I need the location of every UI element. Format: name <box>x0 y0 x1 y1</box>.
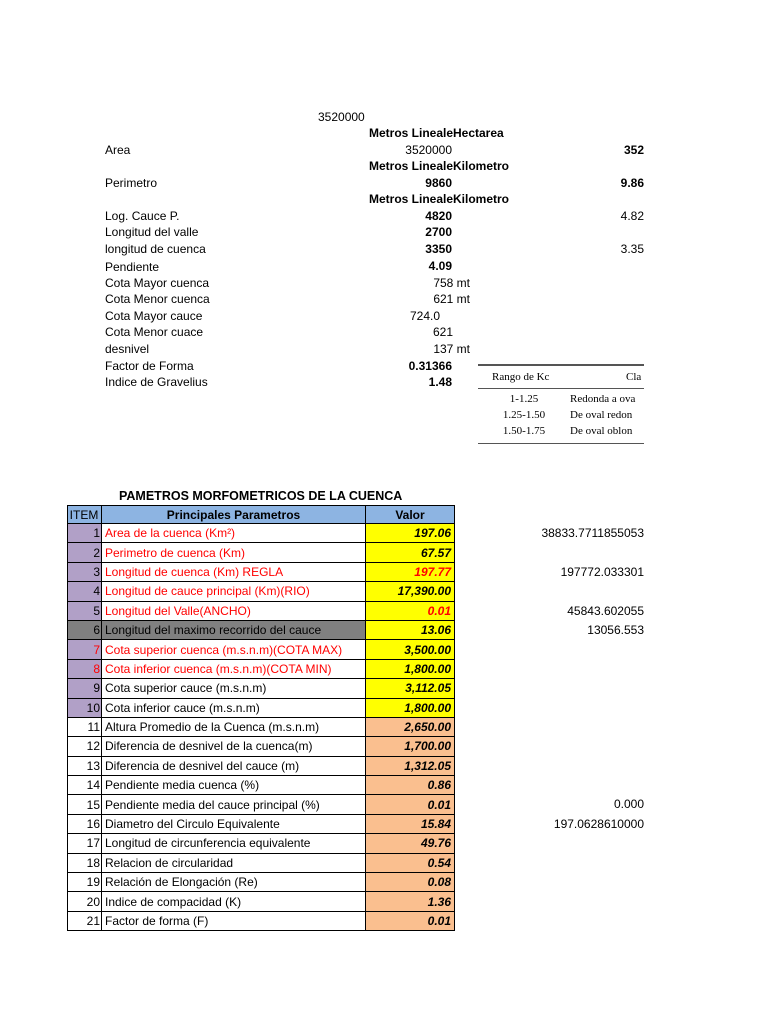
value-cell: 197.06 <box>366 524 455 543</box>
row-label: Log. Cauce P. <box>105 209 180 223</box>
name-cell: Longitud del Valle(ANCHO) <box>102 601 366 620</box>
item-cell: 12 <box>68 737 102 756</box>
name-cell: Altura Promedio de la Cuenca (m.s.n.m) <box>102 717 366 736</box>
row-label: Indice de Gravelius <box>105 375 208 389</box>
row-value: 621 mt <box>433 292 470 306</box>
side-value: 13056.553 <box>587 623 644 637</box>
table-row <box>68 620 455 639</box>
row-value: 4820 <box>425 209 452 223</box>
item-cell: 1 <box>68 524 102 543</box>
table-row <box>68 737 455 756</box>
row-label: Cota Mayor cauce <box>105 309 203 323</box>
item-cell: 15 <box>68 795 102 814</box>
table-row <box>68 543 455 562</box>
header3-a: Metros Lineale <box>369 192 453 206</box>
table-row <box>68 911 455 930</box>
value-cell: 13.06 <box>366 620 455 639</box>
perimetro-value: 9860 <box>425 176 452 190</box>
kc-col2-header: Cla <box>626 371 642 383</box>
header2-b: Kilometro <box>453 159 510 173</box>
row-right: 3.35 <box>620 242 644 256</box>
header2-a: Metros Lineale <box>369 159 453 173</box>
item-cell: 21 <box>68 911 102 930</box>
item-cell: 7 <box>68 640 102 659</box>
table-row <box>68 892 455 911</box>
value-cell: 1,800.00 <box>366 698 455 717</box>
row-value: 1.48 <box>428 375 452 389</box>
header3-b: Kilometro <box>453 192 510 206</box>
name-cell: Longitud del maximo recorrido del cauce <box>102 620 366 639</box>
value-cell: 49.76 <box>366 834 455 853</box>
value-cell: 3,112.05 <box>366 679 455 698</box>
area-right: 352 <box>623 143 644 157</box>
table-row <box>68 524 455 543</box>
name-cell: Relacion de circularidad <box>102 853 366 872</box>
name-cell: Cota superior cauce (m.s.n.m) <box>102 679 366 698</box>
table-row <box>68 582 455 601</box>
row-label: Cota Menor cuace <box>105 325 204 339</box>
table-row <box>68 795 455 814</box>
table-row <box>68 679 455 698</box>
value-cell: 1,800.00 <box>366 659 455 678</box>
name-cell: Pendiente media cuenca (%) <box>102 776 366 795</box>
item-cell: 20 <box>68 892 102 911</box>
item-cell: 16 <box>68 814 102 833</box>
side-value: 45843.602055 <box>567 604 644 618</box>
item-cell: 5 <box>68 601 102 620</box>
side-value: 38833.7711855053 <box>541 526 644 540</box>
table-row <box>68 814 455 833</box>
value-cell: 0.01 <box>366 911 455 930</box>
value-cell: 17,390.00 <box>366 582 455 601</box>
table-rule <box>478 364 644 366</box>
kc-col1-header: Rango de Kc <box>492 371 550 383</box>
row-value: 3350 <box>425 242 452 256</box>
name-cell: Longitud de circunferencia equivalente <box>102 834 366 853</box>
name-cell: Longitud de cauce principal (Km)(RIO) <box>102 582 366 601</box>
value-cell: 2,650.00 <box>366 717 455 736</box>
table-rule <box>478 388 644 389</box>
value-cell: 0.01 <box>366 795 455 814</box>
value-cell: 15.84 <box>366 814 455 833</box>
side-value: 197.0628610000 <box>553 817 644 831</box>
name-cell: Perimetro de cuenca (Km) <box>102 543 366 562</box>
value-cell: 197.77 <box>366 562 455 581</box>
item-cell: 17 <box>68 834 102 853</box>
item-cell: 3 <box>68 562 102 581</box>
name-cell: Diametro del Circulo Equivalente <box>102 814 366 833</box>
name-cell: Relación de Elongación (Re) <box>102 873 366 892</box>
kc-range: 1.50-1.75 <box>502 425 546 437</box>
item-cell: 14 <box>68 776 102 795</box>
parameters-table <box>67 505 455 931</box>
header-name: Principales Parametros <box>102 506 366 524</box>
item-cell: 2 <box>68 543 102 562</box>
area-value: 3520000 <box>405 143 452 157</box>
item-cell: 8 <box>68 659 102 678</box>
row-label: desnivel <box>105 342 150 356</box>
name-cell: Factor de forma (F) <box>102 911 366 930</box>
table-row <box>68 717 455 736</box>
item-cell: 18 <box>68 853 102 872</box>
top-value: 3520000 <box>318 110 365 124</box>
side-value: 0.000 <box>613 797 644 811</box>
header-item: ITEM <box>68 506 102 524</box>
row-label: Longitud del valle <box>105 225 199 239</box>
name-cell: Pendiente media del cauce principal (%) <box>102 795 366 814</box>
table-row <box>68 562 455 581</box>
name-cell: Diferencia de desnivel de la cuenca(m) <box>102 737 366 756</box>
table-row <box>68 776 455 795</box>
table-rule <box>478 443 644 444</box>
row-value: 724.0 <box>409 309 440 323</box>
table-row <box>68 834 455 853</box>
name-cell: Longitud de cuenca (Km) REGLA <box>102 562 366 581</box>
kc-desc: Redonda a ova <box>570 393 636 405</box>
kc-range: 1.25-1.50 <box>502 409 546 421</box>
kc-range-table <box>478 364 644 446</box>
item-cell: 10 <box>68 698 102 717</box>
name-cell: Cota inferior cuenca (m.s.n.m)(COTA MIN) <box>102 659 366 678</box>
kc-desc: De oval oblon <box>570 425 633 437</box>
side-value: 197772.033301 <box>560 565 644 579</box>
table-row <box>68 601 455 620</box>
table-row <box>68 698 455 717</box>
header-value: Valor <box>366 506 455 524</box>
table-row <box>68 756 455 775</box>
name-cell: Cota superior cuenca (m.s.n.m)(COTA MAX) <box>102 640 366 659</box>
table-row <box>68 659 455 678</box>
value-cell: 0.54 <box>366 853 455 872</box>
row-label: Pendiente <box>105 260 160 274</box>
name-cell: Diferencia de desnivel del cauce (m) <box>102 756 366 775</box>
value-cell: 1,312.05 <box>366 756 455 775</box>
value-cell: 1,700.00 <box>366 737 455 756</box>
header1-a: Metros Lineale <box>369 126 453 140</box>
item-cell: 11 <box>68 717 102 736</box>
row-right: 4.82 <box>620 209 644 223</box>
value-cell: 67.57 <box>366 543 455 562</box>
row-value: 758 mt <box>433 276 470 290</box>
table-row <box>68 640 455 659</box>
item-cell: 19 <box>68 873 102 892</box>
row-label: Cota Menor cuenca <box>105 292 210 306</box>
item-cell: 13 <box>68 756 102 775</box>
row-value: 137 mt <box>433 342 470 356</box>
name-cell: Indice de compacidad (K) <box>102 892 366 911</box>
row-value: 2700 <box>425 225 452 239</box>
name-cell: Cota inferior cauce (m.s.n.m) <box>102 698 366 717</box>
row-value: 621 <box>432 325 453 339</box>
item-cell: 9 <box>68 679 102 698</box>
perimetro-label: Perimetro <box>105 176 158 190</box>
value-cell: 0.86 <box>366 776 455 795</box>
value-cell: 3,500.00 <box>366 640 455 659</box>
value-cell: 0.01 <box>366 601 455 620</box>
row-value: 0.31366 <box>408 359 452 373</box>
row-label: Cota Mayor cuenca <box>105 276 210 290</box>
row-value: 4.09 <box>428 259 452 273</box>
kc-range: 1-1.25 <box>509 393 539 405</box>
area-label: Area <box>105 143 131 157</box>
perimetro-right: 9.86 <box>620 176 644 190</box>
name-cell: Area de la cuenca (Km²) <box>102 524 366 543</box>
header1-b: Hectarea <box>453 126 504 140</box>
table-title: PAMETROS MORFOMETRICOS DE LA CUENCA <box>119 489 403 503</box>
item-cell: 6 <box>68 620 102 639</box>
item-cell: 4 <box>68 582 102 601</box>
table-row <box>68 853 455 872</box>
value-cell: 0.08 <box>366 873 455 892</box>
row-label: longitud de cuenca <box>105 242 206 256</box>
table-row <box>68 873 455 892</box>
value-cell: 1.36 <box>366 892 455 911</box>
kc-desc: De oval redon <box>570 409 633 421</box>
row-label: Factor de Forma <box>105 359 194 373</box>
